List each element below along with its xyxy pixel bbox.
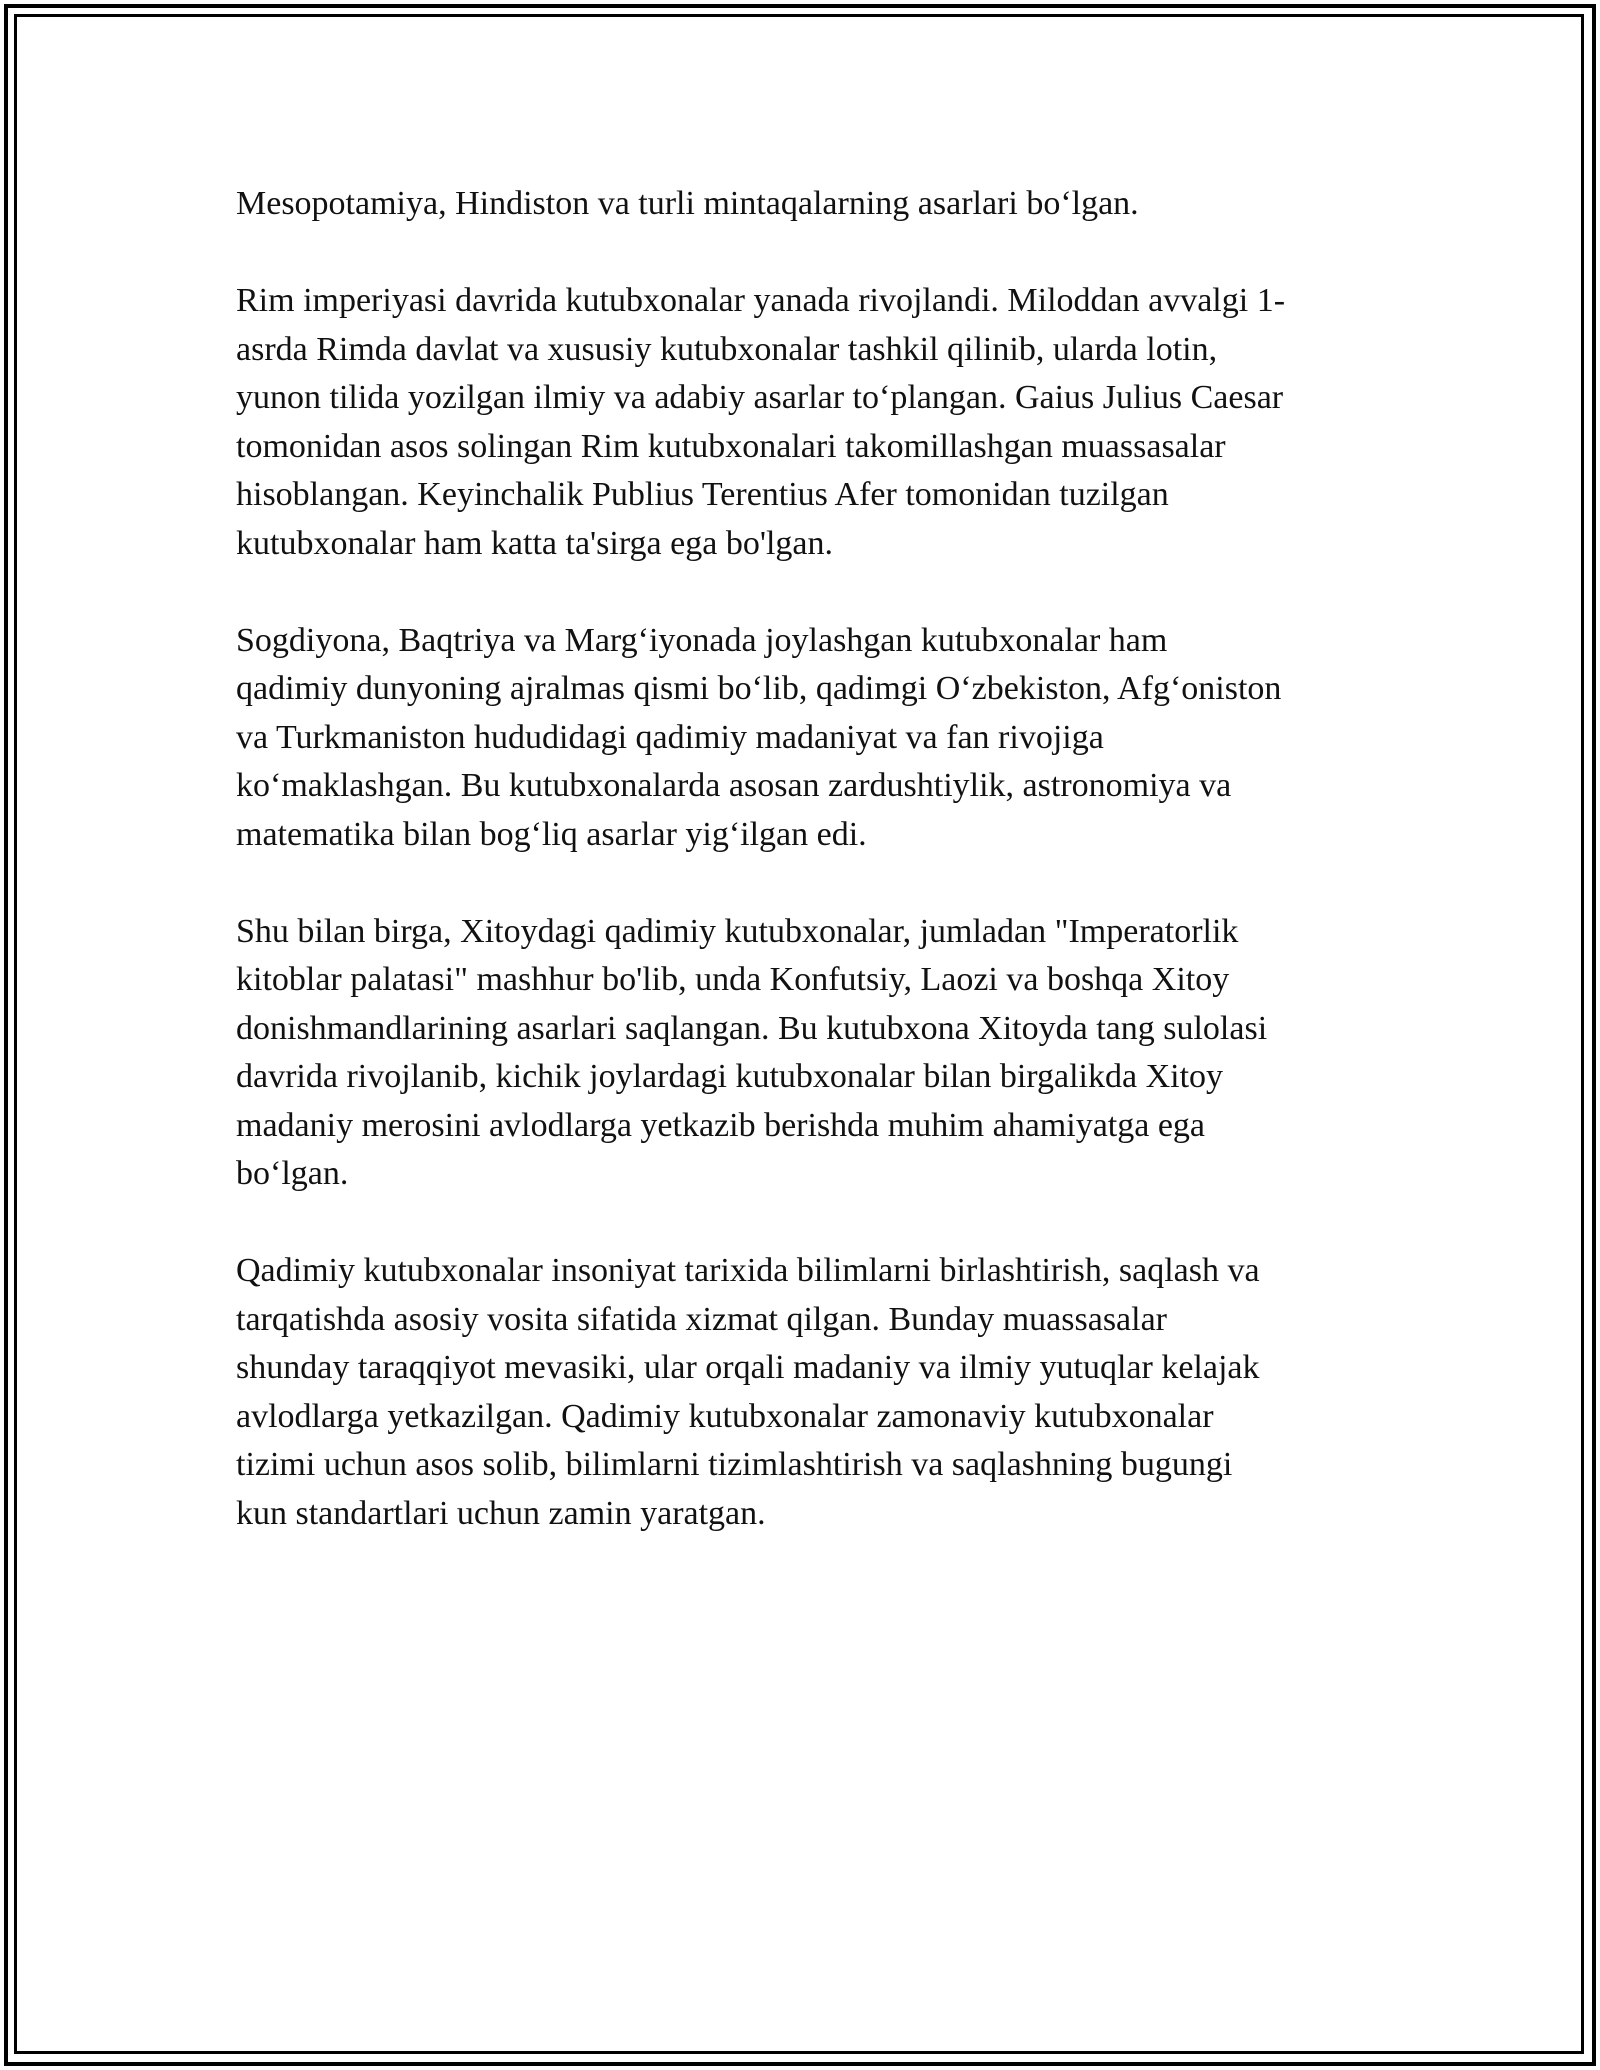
text-line: kitoblar palatasi" mashhur bo'lib, unda Konfutsiy, Laozi va boshqa Xitoy [236,961,1230,998]
document-body [236,180,1386,1538]
text-line: avlodlarga yetkazilgan. Qadimiy kutubxonalar zamonaviy kutubxonalar [236,1397,1214,1435]
text-line: va Turkmaniston hududidagi qadimiy madaniyat va fan rivojiga [236,718,1104,756]
text-line: Mesopotamiya, Hindiston va turli mintaqalarning asarlari bo‘lgan. [236,185,1139,222]
text-line: yunon tilida yozilgan ilmiy va adabiy asarlar to‘plangan. Gaius Julius Caesar [236,379,1284,416]
paragraph-2 [236,277,1386,568]
paragraph-5 [236,1247,1386,1538]
text-line: madaniy merosini avlodlarga yetkazib berishda muhim ahamiyatga ega [236,1106,1205,1144]
text-line: qadimiy dunyoning ajralmas qismi bo‘lib, qadimgi O‘zbekiston, Afg‘oniston [236,670,1282,707]
text-line: Sogdiyona, Baqtriya va Marg‘iyonada joylashgan kutubxonalar ham [236,621,1168,659]
text-line: tomonidan asos solingan Rim kutubxonalari takomillashgan muassasalar [236,427,1226,465]
paragraph-3 [236,617,1386,860]
text-line: ko‘maklashgan. Bu kutubxonalarda asosan zardushtiylik, astronomiya va [236,767,1232,804]
text-line: Rim imperiyasi davrida kutubxonalar yanada rivojlandi. Miloddan avvalgi 1- [236,282,1286,319]
text-line: kun standartlari uchun zamin yaratgan. [236,1494,766,1532]
paragraph-1 [236,180,1386,229]
text-line: hisoblangan. Keyinchalik Publius Terentius Afer tomonidan tuzilgan [236,476,1169,513]
text-line: asrda Rimda davlat va xususiy kutubxonalar tashkil qilinib, ularda lotin, [236,330,1218,368]
text-line: matematika bilan bog‘liq asarlar yig‘ilgan edi. [236,815,867,853]
text-line: Shu bilan birga, Xitoydagi qadimiy kutubxonalar, jumladan "Imperatorlik [236,912,1239,950]
text-line: shunday taraqqiyot mevasiki, ular orqali madaniy va ilmiy yutuqlar kelajak [236,1349,1260,1386]
text-line: davrida rivojlanib, kichik joylardagi kutubxonalar bilan birgalikda Xitoy [236,1058,1224,1095]
text-line: donishmandlarining asarlari saqlangan. Bu kutubxona Xitoyda tang sulolasi [236,1009,1268,1047]
paragraph-4 [236,908,1386,1199]
text-line: bo‘lgan. [236,1155,349,1192]
text-line: Qadimiy kutubxonalar insoniyat tarixida bilimlarni birlashtirish, saqlash va [236,1252,1260,1289]
text-line: tizimi uchun asos solib, bilimlarni tizimlashtirish va saqlashning bugungi [236,1446,1233,1483]
text-line: kutubxonalar ham katta ta'sirga ega bo'lgan. [236,524,833,562]
text-line: tarqatishda asosiy vosita sifatida xizmat qilgan. Bunday muassasalar [236,1300,1167,1338]
